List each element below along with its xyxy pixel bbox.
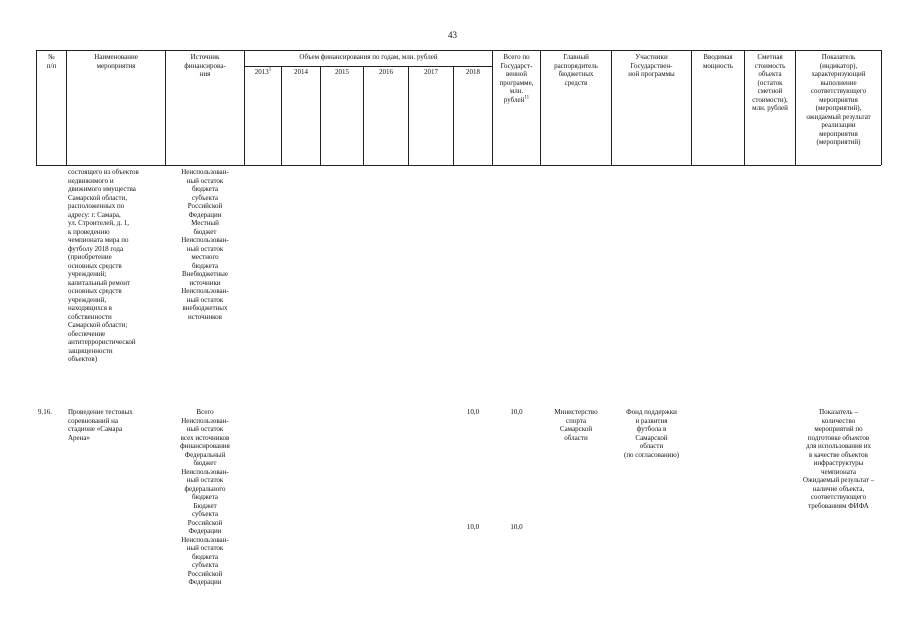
header-year-2013 (245, 68, 281, 77)
col-border (320, 66, 321, 165)
row-916-num: 9.16. (38, 408, 52, 416)
row-916-2018-total: 10,0 (466, 408, 480, 416)
header-year-2014: 2014 (294, 68, 308, 76)
col-border (453, 66, 454, 165)
header-total (493, 53, 540, 104)
row-916-indicator: Показатель – количество мероприятий по подготовке объектов для использования их в качестве объектов инфраструктуры чемпионата Ожидаемый результат – наличие объекта, соответствующего требованиям ФИФА (802, 408, 875, 510)
cont-row-source: Неиспользован- ный остаток бюджета субъекта Российской Федерации Местный бюджет Неиспользован- ный остаток местного бюджета Внебюджетные источники Неиспользован- ный остаток внебюджетных источников (181, 168, 229, 321)
year-2013-footnote: 1 (268, 67, 272, 73)
cont-row-name: состоящего из объектов недвижимого и движимого имущества Самарской области, расположенных по адресу: г. Самара, ул. Строителей, д. 1, к проведению чемпионата мира по футболу 2018 года (приобретение основных средств учреждений; капитальный ремонт основных средств учреждений, находящихся в собственности Самарской области; обеспечение антитеррористической защищенности объектов) (68, 168, 139, 363)
year-2013-label: 2013 (254, 68, 269, 76)
header-main-manager: Главный распорядитель бюджетных средств (554, 53, 598, 87)
header-total-footnote: 11 (524, 95, 530, 101)
header-year-2017: 2017 (424, 68, 438, 76)
page-number: 43 (448, 30, 457, 40)
row-916-manager: Министерство спорта Самарской области (554, 408, 598, 442)
col-border (281, 66, 282, 165)
col-border (408, 66, 409, 165)
header-year-2015: 2015 (335, 68, 349, 76)
col-border (881, 50, 882, 165)
header-year-2016: 2016 (379, 68, 393, 76)
header-bottom-border (36, 165, 881, 166)
row-916-2018-subject: 10,0 (466, 523, 480, 531)
row-916-total: 10,0 (510, 408, 523, 416)
header-total-label: Всего по Государст- венной программе, млн. рублей (499, 53, 534, 104)
col-border (363, 66, 364, 165)
header-name: Наименование мероприятия (94, 53, 138, 70)
header-capacity: Вводимая мощность (702, 53, 734, 70)
header-participants: Участники Государствен- ной программы (628, 53, 675, 78)
header-source: Источник финансирова- ния (184, 53, 226, 78)
row-916-participants: Фонд поддержки и развития футбола в Самарской области (по согласованию) (623, 408, 680, 459)
header-num: № п/п (46, 53, 57, 70)
header-year-2018: 2018 (466, 68, 480, 76)
row-916-total-subject: 10,0 (510, 523, 523, 531)
row-916-name: Проведение тестовых соревнований на стадионе «Самара Арена» (68, 408, 133, 442)
header-volume: Объем финансирования по годам, млн. рублей (299, 53, 438, 61)
header-estimate: Сметная стоимость объекта (остаток сметной стоимости), млн. рублей (752, 53, 788, 112)
row-916-source: Всего Неиспользован- ный остаток всех источников финансирования Федеральный бюджет Неиспользован- ный остаток федерального бюджета Бюджет субъекта Российской Федерации Неиспользован- ный остаток бюджета субъекта Российской Федерации (180, 408, 230, 586)
header-indicator: Показатель (индикатор), характеризующий выполнение соответствующего мероприятия (мероприятий), ожидаемый результат реализации мероприятия (мероприятий) (806, 53, 871, 146)
table-top-border (36, 50, 881, 51)
